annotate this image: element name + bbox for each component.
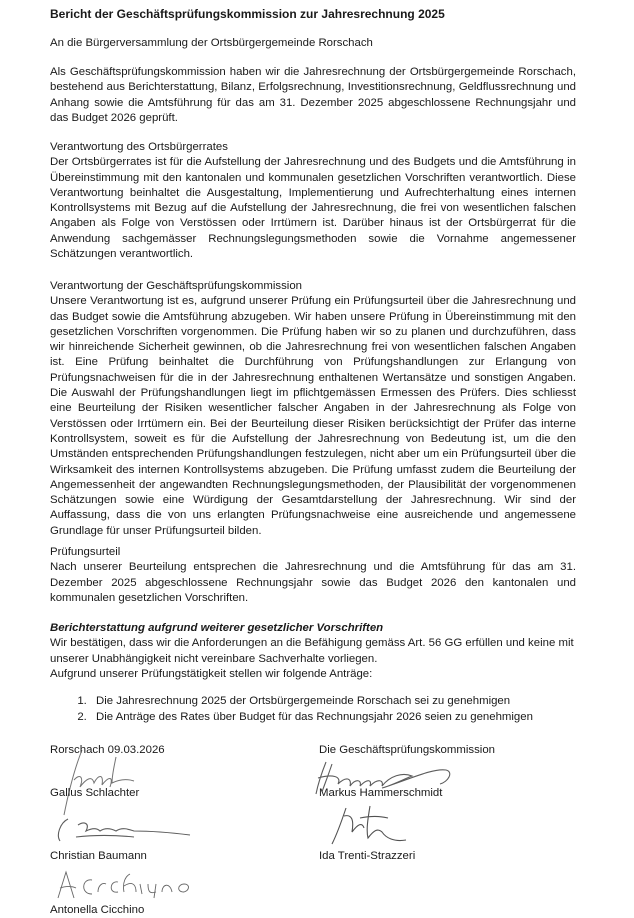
section-committee-responsibility	[50, 279, 576, 539]
addressee-line: An die Bürgerversammlung der Ortsbürgergemeinde Rorschach	[50, 37, 373, 49]
section-heading: Prüfungsurteil	[50, 546, 121, 558]
section-body: Nach unserer Beurteilung entsprechen die Jahresrechnung und die Amtsführung für das am 31. Dezember 2025 abgeschlossene Rechnungsjahr sowie das Budget 2026 den kantonalen und kommunalen gesetzlichen Vorschriften.	[50, 561, 576, 604]
committee-label: Die Geschäftsprüfungskommission	[319, 744, 495, 756]
document-title: Bericht der Geschäftsprüfungskommission zur Jahresrechnung 2025	[50, 7, 445, 21]
section-further-reporting	[50, 621, 576, 725]
motions-intro: Aufgrund unserer Prüfungstätigkeit stellen wir folgende Anträge:	[50, 667, 373, 680]
signatory-name: Antonella Cicchino	[50, 904, 145, 916]
section-body: Unsere Verantwortung ist es, aufgrund unserer Prüfung ein Prüfungsurteil über die Jahresrechnung und das Budget sowie die Amtsführung abzugeben. Wir haben unsere Prüfung in Übereinstimmung mit den gesetzlichen Vorschriften vorgenommen. Die Prüfung haben wir so zu planen und durchzuführen, dass wir hinreichende Sicherheit gewinnen, ob die Jahresrechnung frei von wesentlichen falschen Angaben ist. Eine Prüfung beinhaltet die Durchführung von Prüfungshandlungen zur Erlangung von Prüfungsnachweisen für die in der Jahresrechnung enthaltenen Wertansätze und sonstigen Angaben. Die Auswahl der Prüfungshandlungen liegt im pflichtgemässen Ermessen des Prüfers. Dies schliesst eine Beurteilung der Risiken wesentlicher falscher Angaben in der Jahresrechnung als Folge von Verstössen oder Irrtümern ein. Bei der Beurteilung dieser Risiken berücksichtigt der Prüfer das interne Kontrollsystem, soweit es für die Aufstellung der Jahresrechnung von Bedeutung ist, um die den Umständen entsprechenden Prüfungshandlungen festzulegen, nicht aber um ein Prüfungsurteil über die Wirksamkeit des internen Kontrollsystems abzugeben. Die Prüfung umfasst zudem die Beurteilung der Angemessenheit der angewandten Rechnungslegungsmethoden, der Plausibilität der vorgenommenen Schätzungen sowie eine Würdigung der Gesamtdarstellung der Jahresrechnung. Wir sind der Auffassung, dass die von uns erlangten Prüfungsnachweise eine ausreichende und angemessene Grundlage für unser Prüfungsurteil bilden.	[50, 295, 576, 537]
signatory-name: Gallus Schlachter	[50, 787, 140, 799]
signature-scribble-icon	[54, 815, 194, 845]
section-audit-opinion	[50, 545, 576, 606]
motion-item: 2. Die Anträge des Rates über Budget für das Rechnungsjahr 2026 seien zu genehmigen	[90, 710, 576, 726]
section-heading: Verantwortung der Geschäftsprüfungskommission	[50, 280, 302, 292]
motion-item: 1. Die Jahresrechnung 2025 der Ortsbürgergemeinde Rorschach sei zu genehmigen	[90, 694, 576, 710]
signatory-name: Markus Hammerschmidt	[319, 787, 443, 799]
confirmation-paragraph: Wir bestätigen, dass wir die Anforderungen an die Befähigung gemäss Art. 56 GG erfüllen und keine mit unserer Unabhängigkeit nicht vereinbare Sachverhalte vorliegen.	[50, 637, 574, 665]
signature-scribble-icon	[330, 802, 410, 850]
place-date: Rorschach 09.03.2026	[50, 744, 165, 756]
section-heading: Verantwortung des Ortsbürgerrates	[50, 141, 228, 153]
signatory-name: Ida Trenti-Strazzeri	[319, 850, 416, 862]
intro-paragraph: Als Geschäftsprüfungskommission haben wir die Jahresrechnung der Ortsbürgergemeinde Rorschach, bestehend aus Berichterstattung, Bilanz, Erfolgsrechnung, Investitionsrechnung, Geldflussrechnung und Anhang sowie die Amtsführung für das am 31. Dezember 2025 abgeschlossene Rechnungsjahr und das Budget 2026 geprüft.	[50, 66, 576, 124]
signatory-name: Christian Baumann	[50, 850, 147, 862]
section-body: Der Ortsbürgerrates ist für die Aufstellung der Jahresrechnung und des Budgets und die Amtsführung in Übereinstimmung mit den kantonalen und kommunalen gesetzlichen Vorschriften verantwortlich. Diese Verantwortung beinhaltet die Ausgestaltung, Implementierung und Aufrechterhaltung eines internen Kontrollsystems mit Bezug auf die Aufstellung der Jahresrechnung, die frei von wesentlichen falschen Angaben als Folge von Verstössen oder Irrtümern ist. Darüber hinaus ist der Ortsbürgerrat für die Anwendung sachgemässer Rechnungslegungsmethoden sowie die Vornahme angemessener Schätzungen verantwortlich.	[50, 156, 576, 261]
section-heading: Berichterstattung aufgrund weiterer gesetzlicher Vorschriften	[50, 622, 384, 634]
motions-list	[50, 694, 576, 725]
section-council-responsibility	[50, 140, 576, 262]
signature-scribble-icon	[52, 868, 212, 902]
